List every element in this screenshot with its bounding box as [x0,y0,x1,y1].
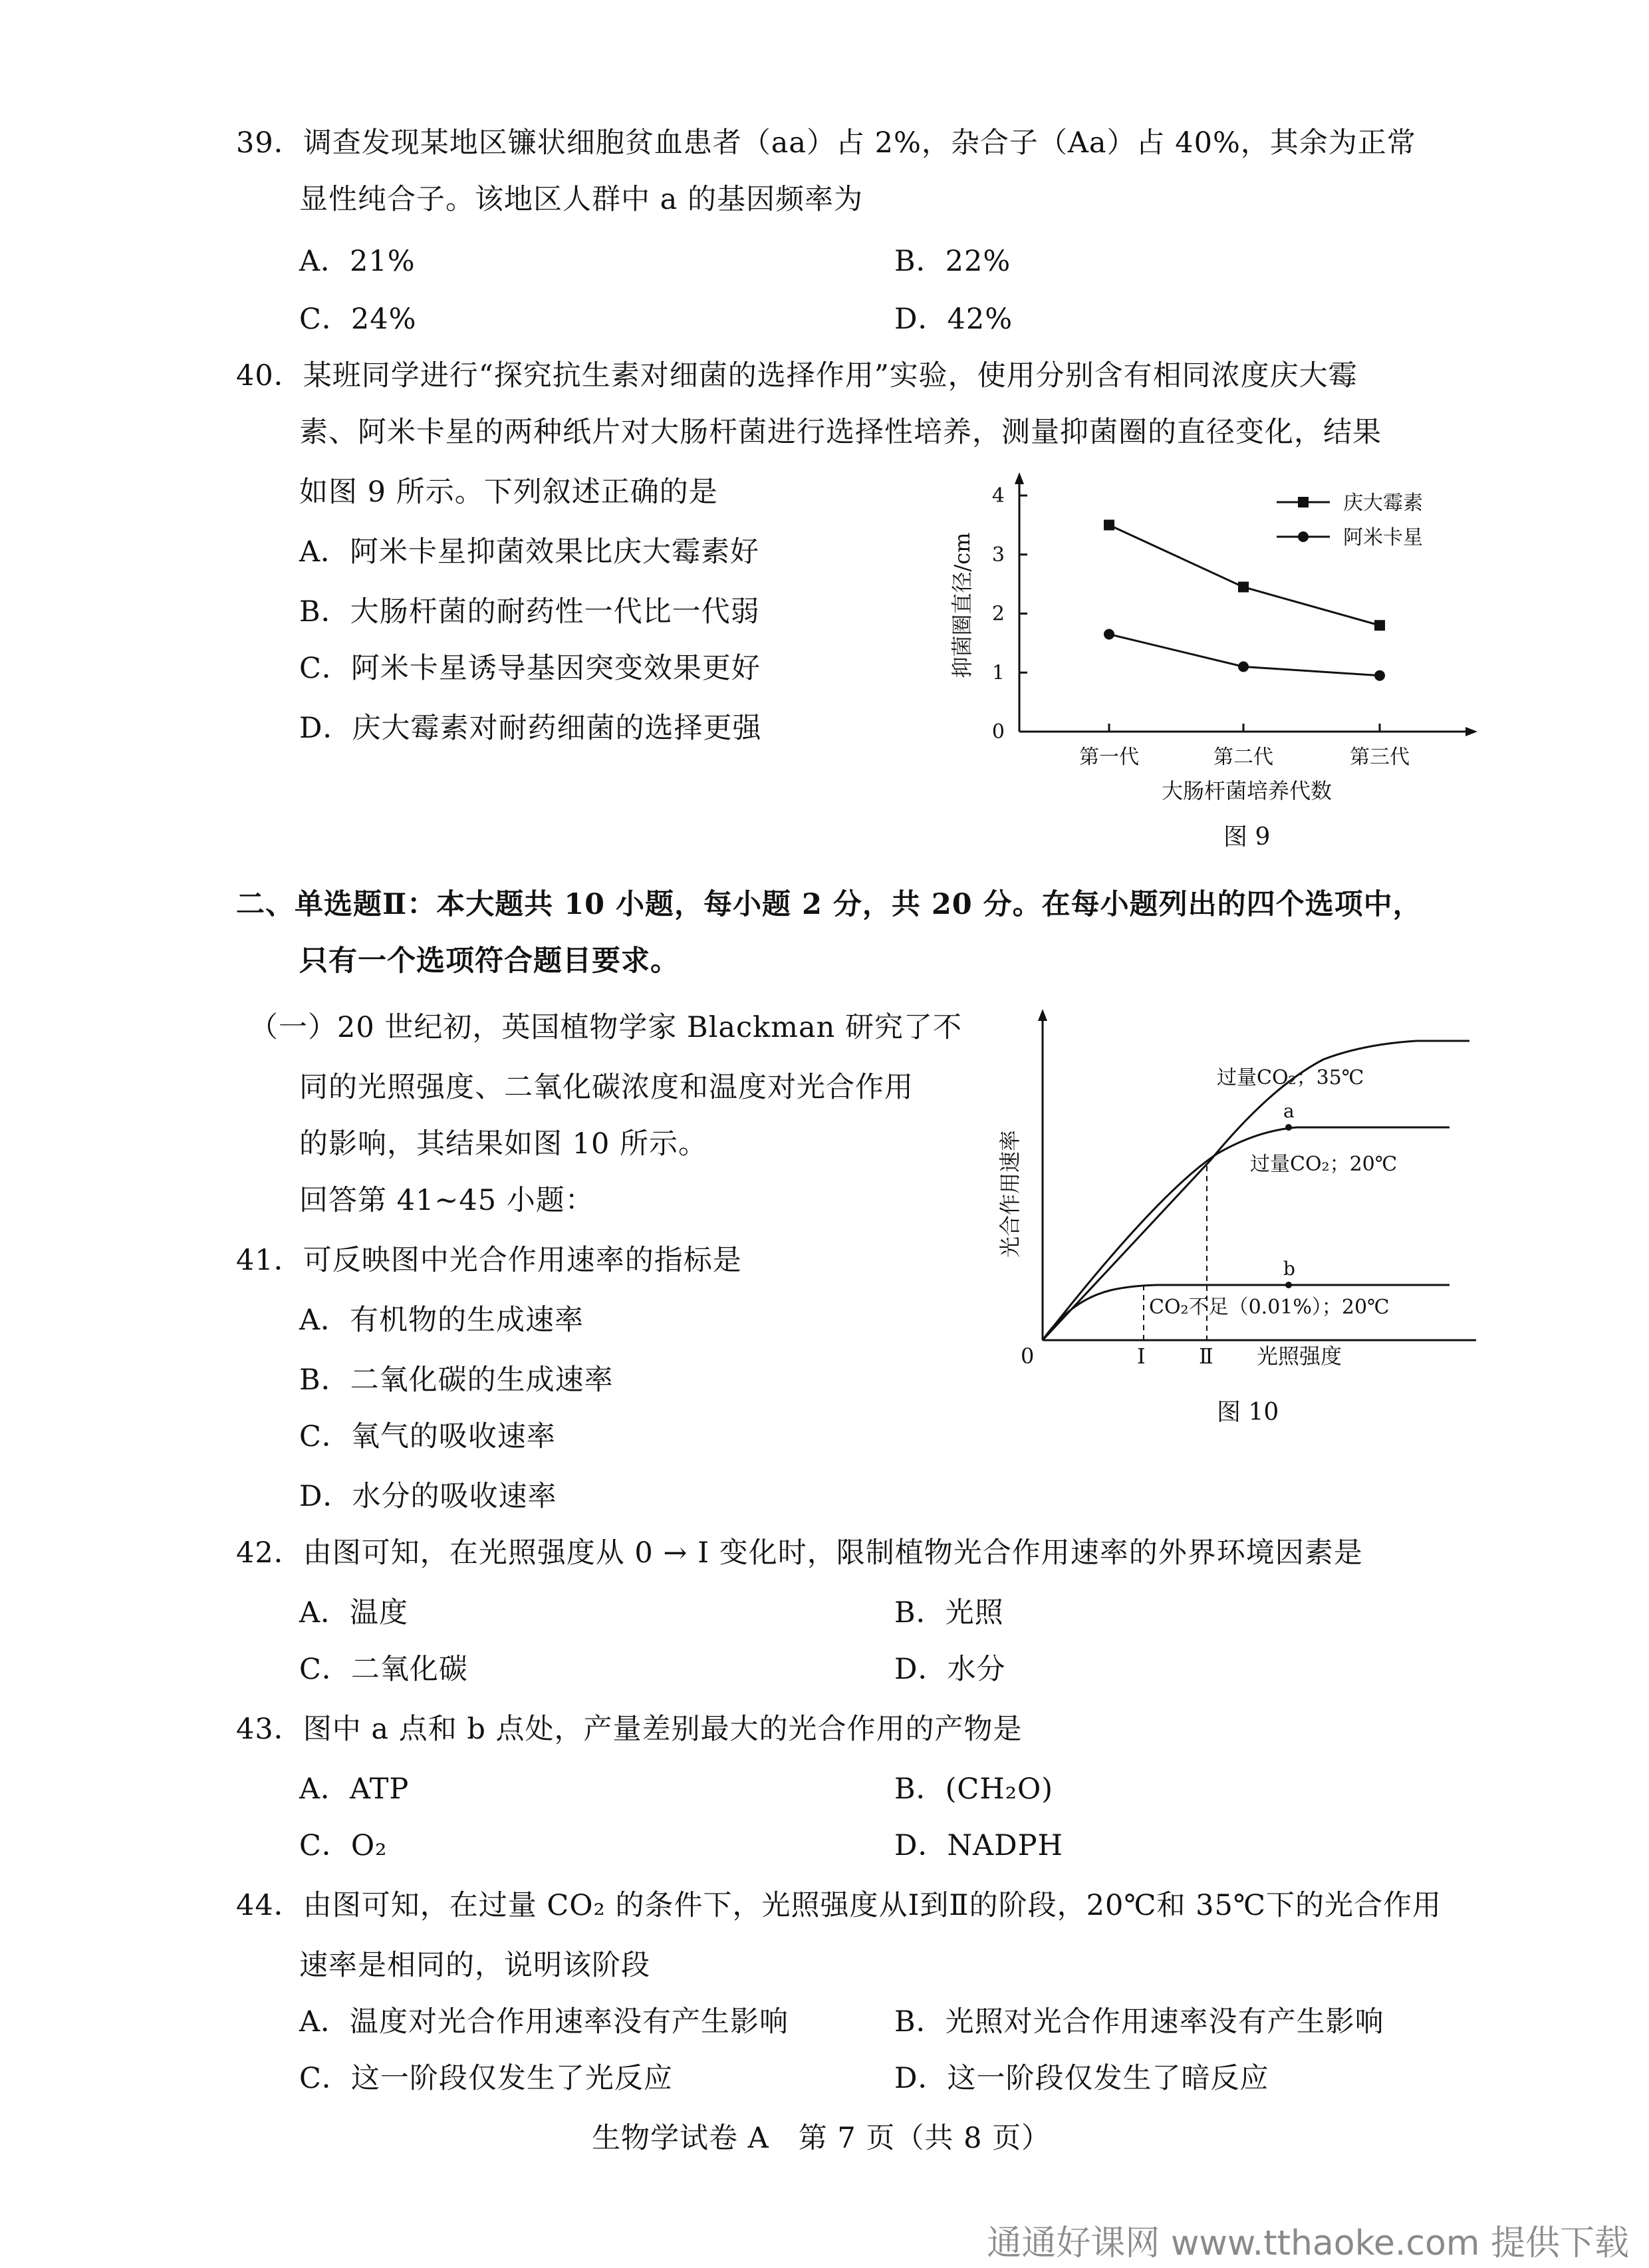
q42-option-b: B．光照 [894,1596,1004,1630]
fig9-x-axis-arrow [1465,727,1477,736]
intro-line3: 的影响，其结果如图 10 所示。 [299,1127,708,1161]
figure-9-chart [931,466,1503,805]
q41-option-c: C．氧气的吸收速率 [299,1420,556,1453]
q41-stem: 41．可反映图中光合作用速率的指标是 [236,1244,742,1277]
q44-stem-line1: 44．由图可知，在过量 CO₂ 的条件下，光照强度从Ⅰ到Ⅱ的阶段，20℃和 35℃下的光合作用 [236,1889,1442,1922]
fig9-y-tick-label: 1 [991,661,1005,685]
fig10-label-co2-low: CO₂不足（0.01%）；20℃ [1149,1296,1390,1319]
q42-option-a: A．温度 [299,1596,409,1630]
fig10-x-axis-title: 光照强度 [1257,1344,1342,1369]
fig9-point [1374,670,1385,681]
q44-option-c: C．这一阶段仅发生了光反应 [299,2062,673,2095]
fig9-legend-label: 庆大霉素 [1343,492,1423,515]
q40-stem-line1: 40．某班同学进行“探究抗生素对细菌的选择作用”实验，使用分别含有相同浓度庆大霉 [236,359,1358,392]
page-footer: 生物学试卷 A 第 7 页（共 8 页） [592,2122,1051,2155]
q41-option-d: D．水分的吸收速率 [299,1480,557,1513]
fig10-y-axis-title: 光合作用速率 [997,1129,1023,1258]
fig9-point [1104,519,1114,530]
q39-option-c: C．24% [299,303,417,336]
fig9-caption: 图 9 [1223,823,1271,851]
fig9-x-tick-label: 第一代 [1079,746,1139,769]
fig9-y-tick-label: 2 [991,602,1005,626]
q44-option-d: D．这一阶段仅发生了暗反应 [894,2062,1269,2095]
fig9-point [1104,629,1114,640]
q40-option-b: B．大肠杆菌的耐药性一代比一代弱 [299,595,760,629]
fig10-point-b-marker [1285,1282,1292,1288]
fig9-x-tick-label: 第三代 [1350,746,1410,769]
q43-option-a: A．ATP [299,1772,410,1806]
fig10-label-35c: 过量CO₂；35℃ [1217,1066,1364,1089]
fig9-y-tick-label: 0 [991,720,1005,744]
fig10-mark-II: Ⅱ [1199,1344,1213,1369]
section2-heading-line1: 二、单选题Ⅱ：本大题共 10 小题，每小题 2 分，共 20 分。在每小题列出的四个选项中， [236,888,1422,921]
q43-stem: 43．图中 a 点和 b 点处，产量差别最大的光合作用的产物是 [236,1713,1023,1746]
fig9-point [1238,582,1249,593]
fig9-y-tick-label: 4 [991,484,1005,507]
fig9-y-axis-title: 抑菌圈直径/cm [950,532,975,678]
figure-10-chart [991,994,1503,1380]
q40-option-a: A．阿米卡星抑菌效果比庆大霉素好 [299,535,760,569]
fig9-point [1238,661,1249,672]
fig9-x-axis-title: 大肠杆菌培养代数 [1161,778,1332,803]
fig9-series-line-1 [1109,525,1380,625]
q39-stem-line2: 显性纯合子。该地区人群中 a 的基因频率为 [299,183,863,216]
q43-option-b: B．(CH₂O) [894,1772,1054,1806]
fig10-y-axis-arrow [1038,1009,1047,1021]
q41-option-a: A．有机物的生成速率 [299,1304,584,1337]
fig9-legend-marker [1298,497,1309,507]
q42-option-d: D．水分 [894,1653,1006,1686]
q39-option-a: A．21% [299,245,416,278]
q44-option-a: A．温度对光合作用速率没有产生影响 [299,2005,789,2039]
fig10-mark-I: Ⅰ [1137,1344,1146,1369]
intro-line2: 同的光照强度、二氧化碳浓度和温度对光合作用 [299,1071,914,1104]
q39-option-b: B．22% [894,245,1011,278]
q39-stem-line1: 39．调查发现某地区镰状细胞贫血患者（aa）占 2%，杂合子（Aa）占 40%，其余为正常 [236,126,1416,160]
q40-option-c: C．阿米卡星诱导基因突变效果更好 [299,652,761,685]
q40-option-d: D．庆大霉素对耐药细菌的选择更强 [299,712,762,745]
q40-stem-line3: 如图 9 所示。下列叙述正确的是 [299,476,718,509]
q43-option-d: D．NADPH [894,1829,1064,1862]
fig10-origin-label: 0 [1021,1344,1035,1369]
fig9-legend-label: 阿米卡星 [1343,526,1423,549]
fig9-x-tick-label: 第二代 [1213,746,1273,769]
q40-stem-line2: 素、阿米卡星的两种纸片对大肠杆菌进行选择性培养，测量抑菌圈的直径变化，结果 [299,416,1382,449]
q43-option-c: C．O₂ [299,1829,388,1862]
fig10-point-a-marker [1285,1124,1292,1131]
watermark-text: 通通好课网 www.tthaoke.com 提供下载 [987,2223,1629,2263]
q44-option-b: B．光照对光合作用速率没有产生影响 [894,2005,1384,2039]
fig9-legend-marker [1298,531,1309,542]
fig10-caption: 图 10 [1217,1399,1279,1426]
fig10-point-a-label: a [1283,1100,1295,1122]
fig10-label-20c: 过量CO₂；20℃ [1250,1153,1398,1176]
fig10-point-b-label: b [1283,1258,1295,1280]
q44-stem-line2: 速率是相同的，说明该阶段 [299,1949,650,1982]
q39-option-d: D．42% [894,303,1013,336]
q42-stem: 42．由图可知，在光照强度从 0 → Ⅰ 变化时，限制植物光合作用速率的外界环境因素是 [236,1536,1363,1570]
fig9-y-axis-arrow [1015,472,1024,484]
fig9-point [1374,620,1385,631]
q42-option-c: C．二氧化碳 [299,1653,468,1686]
section2-heading-line2: 只有一个选项符合题目要求。 [299,944,680,978]
q41-option-b: B．二氧化碳的生成速率 [299,1363,614,1397]
intro-line4: 回答第 41~45 小题： [299,1184,594,1217]
fig9-y-tick-label: 3 [991,543,1005,567]
intro-line1: （一）20 世纪初，英国植物学家 Blackman 研究了不 [249,1011,962,1044]
